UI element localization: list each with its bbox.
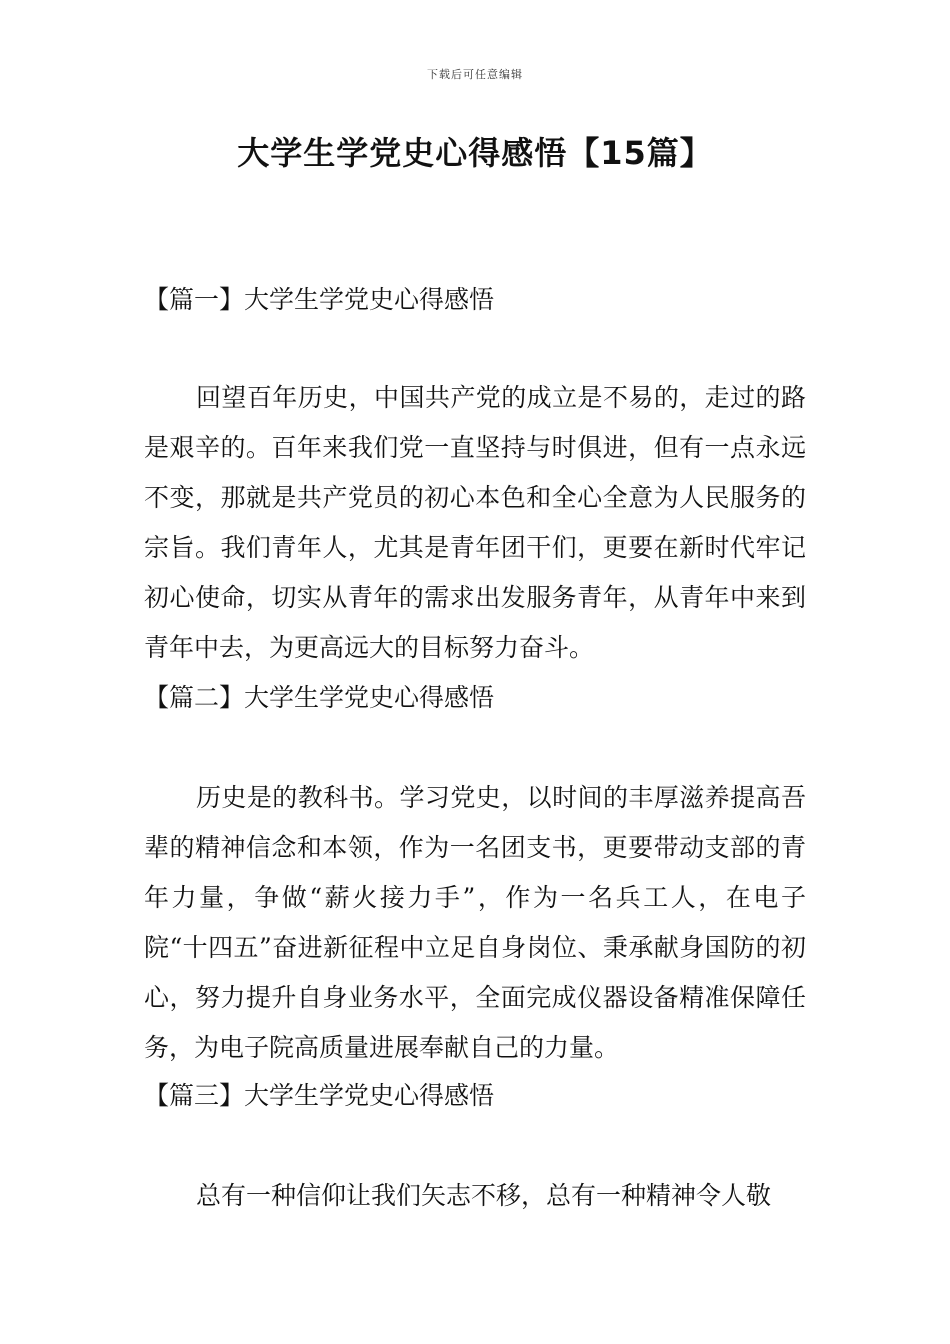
section-heading-2: 【篇二】大学生学党史心得感悟	[144, 683, 495, 712]
section-heading-3: 【篇三】大学生学党史心得感悟	[144, 1081, 495, 1110]
section-body-2: 历史是的教科书。学习党史，以时间的丰厚滋养提高吾辈的精神信念和本领，作为一名团支书，更要带动支部的青年力量，争做“薪火接力手”，作为一名兵工人，在电子院“十四五”奋进新征程中立足自身岗位、秉承献身国防的初心，努力提升自身业务水平，全面完成仪器设备精准保障任务，为电子院高质量进展奉献自己的力量。	[144, 783, 806, 1062]
section-body-3: 总有一种信仰让我们矢志不移，总有一种精神令人敬	[196, 1181, 772, 1210]
document-title: 大学生学党史心得感悟【15篇】	[237, 134, 713, 172]
section-body-1: 回望百年历史，中国共产党的成立是不易的，走过的路是艰辛的。百年来我们党一直坚持与时俱进，但有一点永远不变，那就是共产党员的初心本色和全心全意为人民服务的宗旨。我们青年人，尤其是青年团干们，更要在新时代牢记初心使命，切实从青年的需求出发服务青年，从青年中来到青年中去，为更高远大的目标努力奋斗。	[144, 383, 806, 662]
header-note: 下载后可任意编辑	[427, 68, 523, 81]
section-heading-1: 【篇一】大学生学党史心得感悟	[144, 285, 495, 314]
